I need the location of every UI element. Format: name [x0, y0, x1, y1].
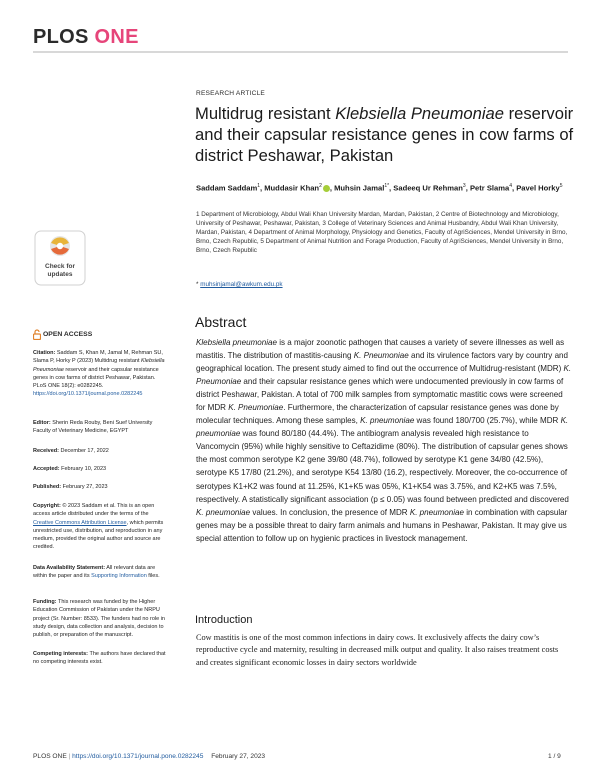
abs-italic: K. pneumoniae [196, 507, 251, 517]
author-sup: 1 [257, 183, 260, 189]
data-availability-text1: All relevant data are within the paper and its [33, 565, 156, 580]
funding-block [33, 598, 168, 639]
author-name[interactable]: Saddam Saddam [196, 183, 258, 193]
article-title [195, 103, 575, 166]
author-name[interactable]: Pavel Horky [516, 183, 560, 193]
abs-italic: K. Pneumoniae [353, 351, 409, 361]
editor-label: Editor: [33, 420, 51, 426]
competing-interests-label: Competing interests: [33, 651, 89, 657]
abs-text: and their capsular resistance genes which were undocumented previously in cow farms of district Peshawar, Pakistan. A total of 700 milk samples from symptomatic mastitic cows were screened for MDR [196, 377, 564, 413]
citation-text2: reservoir and their capsular resistance genes in cow farms of district Peshawar, Pakistan. PLoS ONE 18(2): e0282245. [33, 366, 159, 390]
citation-italic: Klebsiella Pneumoniae [33, 358, 165, 373]
footer-left [33, 753, 265, 760]
open-access-label: OPEN ACCESS [43, 331, 93, 338]
abstract-text [196, 336, 572, 545]
citation-block [33, 349, 168, 399]
affiliations: 1 Department of Microbiology, Abdul Wali Khan University Mardan, Mardan, Pakistan, 2 Centre of Biotechnology and Microbiology, University of Peshawar, Peshawar, Pakistan, 3 College of Veterinary Sciences and Animal Husbandry, Abdul Wali Khan University, Mardan, Pakistan, 4 Department of Animal Morphology, Physiology and Genetics, Faculty of AgriSciences, Mendel University in Brno, Brno, Czech Republic, 5 Department of Animal Nutrition and Forage Production, Faculty of AgriSciences, Mendel University in Brno, Brno, Czech Republic [196, 211, 568, 254]
editor-block [33, 419, 168, 436]
open-lock-icon [33, 329, 41, 340]
competing-interests-block [33, 650, 168, 667]
journal-logo [33, 26, 139, 49]
copyright-block [33, 502, 168, 552]
abs-text: was found 180/700 (25.7%), while MDR [414, 416, 561, 426]
author-sup: 1* [384, 183, 390, 189]
author-sup: 4 [509, 183, 512, 189]
accepted-label: Accepted: [33, 466, 60, 472]
footer-separator: | [68, 753, 71, 760]
author-name[interactable]: Sadeeq Ur Rehman [393, 183, 463, 193]
introduction-text: Cow mastitis is one of the most common infections in dairy cows. It exclusively affects the dairy cow’s reproductive cycle and maternity, resulting in decreased milk output and quality. It also raises treatment costs and creates significant economic losses in dairy sectors worldwide [196, 633, 559, 667]
email-link[interactable]: muhsinjamal@awkum.edu.pk [200, 281, 283, 288]
badge-line2: updates [47, 271, 73, 278]
author-sup: 2 [319, 183, 322, 189]
abs-italic: K. pneumoniae [360, 416, 415, 426]
abs-italic: K. Pneumoniae [228, 403, 284, 413]
data-availability-text2: files. [148, 573, 160, 580]
data-availability-label: Data Availability Statement: [33, 565, 106, 571]
author-sup: 5 [559, 183, 563, 189]
abs-italic: K. pneumoniae [409, 507, 464, 517]
license-link[interactable]: Creative Commons Attribution License [33, 519, 127, 526]
published-label: Published: [33, 484, 62, 490]
funding-label: Funding: [33, 599, 57, 605]
header-divider [33, 51, 568, 53]
abs-text: is a major zoonotic pathogen that causes a variety of severe illnesses as well as mastitis. The distribution of mastitis-causing [196, 338, 565, 361]
abs-italic: K. pneumoniae [196, 416, 569, 439]
article-type: RESEARCH ARTICLE [196, 90, 266, 97]
footer-date: February 27, 2023 [211, 753, 266, 760]
abs-italic: Klebsiella pneumoniae [196, 338, 277, 347]
citation-text: Saddam S, Khan M, Jamal M, Rehman SU, Slama P, Horky P (2023) Multidrug resistant [33, 350, 163, 365]
published-block [33, 483, 168, 491]
footer-doi-link[interactable]: https://doi.org/10.1371/journal.pone.0282245 [72, 753, 204, 760]
abs-text: in combination with capsular genes may be a possible threat to dairy farm animals and humans in Peshawar, Pakistan. It may give us special attention to follow up on hygienic practices in livestock management. [196, 507, 568, 543]
abs-text: and its virulence factors vary by country and geographical location. The present study aimed to find out the occurrence of Multidrug-resistant (MDR) [196, 351, 568, 374]
author-name[interactable]: Petr Slama [469, 183, 510, 193]
editor-text: Sherin Reda Rouby, Beni Suef University Faculty of Veterinary Medicine, EGYPT [33, 420, 153, 435]
abstract-heading: Abstract [195, 314, 247, 330]
footer-journal: PLOS ONE [33, 753, 67, 760]
competing-interests-text: The authors have declared that no competing interests exist. [33, 651, 166, 666]
received-label: Received: [33, 448, 59, 454]
author-name[interactable]: Muhsin Jamal [334, 183, 385, 193]
orcid-icon[interactable] [323, 185, 330, 192]
author-name[interactable]: Muddasir Khan [264, 183, 320, 193]
copyright-text2: , which permits unrestricted use, distribution, and reproduction in any medium, provided the original author and source are credited. [33, 519, 164, 551]
author-sup: 3 [462, 183, 466, 189]
citation-doi-link[interactable]: https://doi.org/10.1371/journal.pone.0282245 [33, 391, 143, 398]
author-list: Saddam Saddam$^1$, Muddasir Khan$^2$ , Muhsin Jamal$^{1*}$, Sadeeq Ur Rehman$^3$, Petr Slama$^4$, Pavel Horky$^5$ [196, 183, 563, 193]
copyright-label: Copyright: [33, 503, 61, 509]
funding-text: This research was funded by the Higher Education Commission of Pakistan under the NRPU project (Sr. Number: 8533). The funders had no role in study design, data collection and analysis, decision to publish, or preparation of the manuscript. [33, 599, 165, 639]
received-block [33, 447, 168, 455]
title-part2: reservoir and their capsular resistance genes in cow farms of district Peshawar, Pakistan [195, 104, 574, 165]
corresponding-marker: * [196, 281, 199, 288]
badge-line1: Check for [45, 263, 75, 270]
check-for-updates-label[interactable] [34, 263, 86, 279]
accepted-block [33, 465, 168, 473]
accepted-date: February 10, 2023 [61, 466, 107, 472]
journal-logo-part1: PLOS [33, 26, 89, 48]
title-part1: Multidrug resistant [195, 104, 336, 123]
abs-text: values. In conclusion, the presence of MDR [250, 507, 410, 517]
data-availability-block [33, 564, 168, 581]
citation-label: Citation: [33, 350, 56, 356]
abs-text: . Furthermore, the characterization of capsular resistance genes was done by molecular techniques. Among these samples, [196, 403, 559, 426]
corresponding-email [196, 281, 283, 288]
footer-page-number: 1 / 9 [548, 753, 561, 760]
abs-text: was found 80/180 (44.4%). The antibiogram analysis revealed high resistance to Vancomycin (95%) while highly sensitive to Ceftazidime (80%). The distribution of capsular genes shows the most common serotype K2 gene 39/80 (48.7%), followed by serotype K1 gene 34/80 (42.5%), serotype K5 17/80 (21.2%), and serotype K54 13/80 (16.2), respectively. Moreover, the co-occurrence of serotypes K1+K2 was found at 11.25%, K1+K5 was 05%, K1+K54 was 3.75%, and K2+K5 was 7.5%, respectively. A statistically significant association (p ≤ 0.05) was found between predicted and discovered [196, 429, 569, 504]
introduction-heading: Introduction [195, 614, 253, 626]
received-date: December 17, 2022 [60, 448, 109, 454]
copyright-text1: © 2023 Saddam et al. This is an open access article distributed under the terms of the [33, 503, 155, 518]
abs-italic: K. Pneumoniae [196, 364, 572, 387]
title-italic: Klebsiella Pneumoniae [335, 104, 505, 123]
published-date: February 27, 2023 [62, 484, 108, 490]
journal-logo-part2: ONE [94, 26, 139, 48]
supporting-info-link[interactable]: Supporting Information [91, 573, 147, 580]
